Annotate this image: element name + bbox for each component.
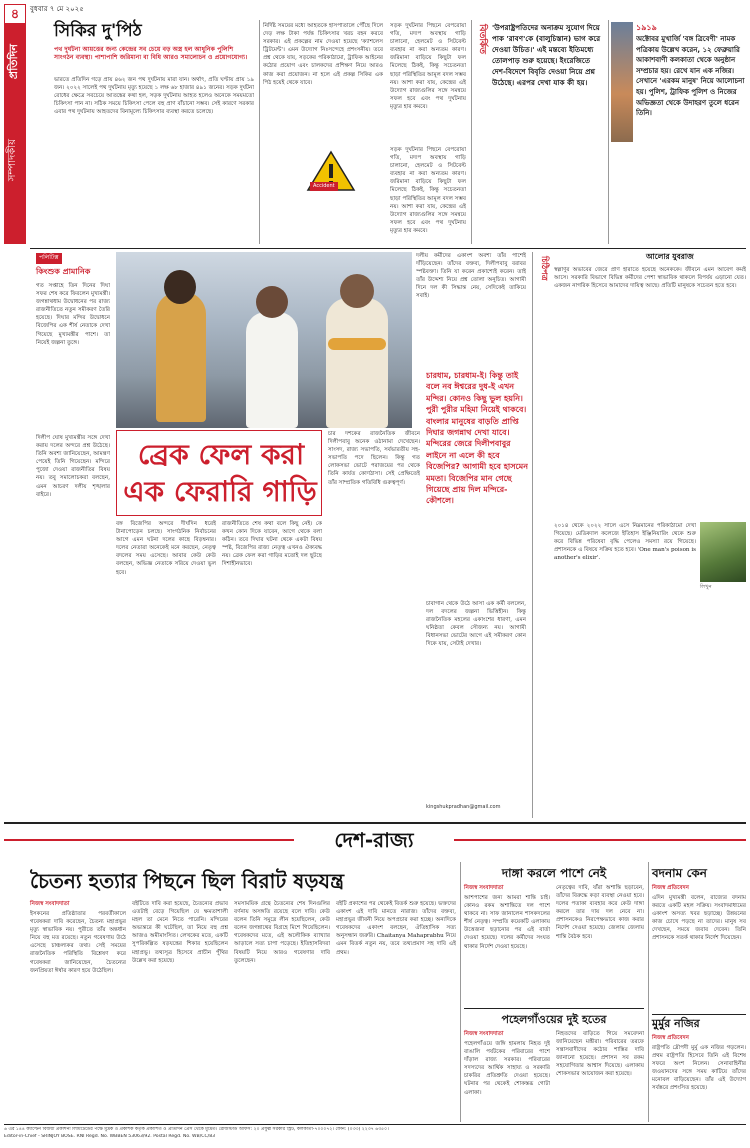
- letters-vertical-label: চিঠিপত্র: [540, 256, 549, 281]
- news2-col1: আশপাশের জন্য আমরা শান্তি চাই। কোনও রকম অশান্তিতে দল পাশে থাকবে না। সাফ জানালেন শাসকদলের শীর্ষ নেতৃত্ব। সম্প্রতি কয়েকটি এলাকায় উত্তেজনা ছড়ানোর পর এই বার্তা দেওয়া হয়েছে। দলের কর্মীদের সংযত থাকার নির্দেশ দেওয়া হয়েছে।: [464, 895, 550, 950]
- news2-byline: নিজস্ব সংবাদদাতা: [464, 885, 504, 891]
- feature-body-g: চাবাগান থেকে উঠে আসা এক কর্মী বললেন, দল বদলের জল্পনা ভিত্তিহীন। কিন্তু রাজনৈতিক মহলের একাংশের ধারণা, এমন ঘনিষ্ঠতা কেবল সৌজন্য নয়। আগামী বিধানসভা ভোটের আগে এই সমীকরণ কোন দিকে যায়, সেটাই দেখার।: [426, 601, 526, 648]
- letters-title: আলোর যুবরাজ: [646, 252, 694, 261]
- section-label-vertical: সম্পাদকীয়: [7, 139, 18, 182]
- news4-text: এদিন মুখ্যমন্ত্রী বলেন, রাজ্যের বদনাম করতে একটি মহল সক্রিয়। সংবাদমাধ্যমের একাংশ অসত্য খবর ছড়াচ্ছে। উন্নয়নের কাজ চোখে পড়ছে না তাদের। মানুষ সব দেখছেন, সময়ে জবাব দেবেন। তিনি প্রশাসনকে সতর্ক থাকার নির্দেশ দিয়েছেন।: [652, 895, 746, 942]
- news1-col4: বইটি প্রকাশের পর থেকেই বিতর্ক শুরু হয়েছে। ভক্তদের একাংশ এই দাবি মানতে নারাজ। তাঁদের বক্তব্য, মহাপ্রভুর জীবনী নিয়ে অপপ্রচার করা হচ্ছে। অন্যদিকে গবেষকদের একাংশ বলছেন, ঐতিহাসিক সত্য অনুসন্ধান জরুরি। Chaitanya Mahaprabhu নিয়ে এমন বিতর্ক নতুন নয়, তবে তথ্যপ্রমাণ সহ দাবি এই প্রথম।: [336, 901, 456, 956]
- right-top-photo: [611, 22, 633, 142]
- news2-headline: দাঙ্গা করলে পাশে নেই: [501, 866, 607, 880]
- masthead-sidebar: [4, 4, 26, 244]
- sidebar-vertical-label: বিতর্কিত: [477, 24, 487, 54]
- letters-text-a: স্বল্পাণুর অভাবের জেরে প্রাণ হারাতে হয়েছে অনেককে। জীবনে এমন আবেগ কমই আসে। সরকারি বিভাগে বিভিন্ন কর্মীদের পেশা স্বাভাবিক থাকলে বিপর্যয় এড়ানো যেত। একজন নাগরিক হিসেবে আমাদের দায়িত্ব আছে। প্রতিটি মানুষকে সচেতন হতে হবে।: [554, 267, 746, 290]
- imprint-line-2: Editor-in-Chief - SRINJOY BOSE. RNI Regd. No. WBBEN 53063/92. Postal Regd. No. WB/CC/83: [4, 1134, 216, 1139]
- sidebar-column-text: 'উপরাষ্ট্রপতিদের অনাক্রম সুযোগ দিয়ে পাক 'রাবণ'কে (বালুচিস্তান) ভাগ করে দেওয়া উচিত।' এই মন্তব্যে ইতিমধ্যে তোলপাড় শুরু হয়েছে। ইংরেজিতে দেশ-বিদেশে বিবৃতি দেওয়া নিয়ে প্রশ্ন উঠেছে। এরপর দেখা যাক কী হয়।: [492, 23, 601, 87]
- feature-headline-line1: ব্রেক ফেল করা: [137, 438, 305, 471]
- feature-label: পলিটিক্স: [36, 253, 62, 264]
- news1-col1: ইসকনের প্রতিষ্ঠাতার পরবর্তীকালে গবেষকরা দাবি করেছেন, চৈতন্য মহাপ্রভুর মৃত্যু স্বাভাবিক নয়। পুরীতে তাঁর অন্তর্ধান নিয়ে বহু মত রয়েছে। নতুন গবেষণায় উঠে এসেছে চাঞ্চল্যকর তথ্য। সেই সময়ের রাজনৈতিক পরিস্থিতি বিশ্লেষণ করে গবেষকরা জানিয়েছেন, চৈতন্যের জনপ্রিয়তা ঈর্ষার কারণ হয়ে উঠেছিল।: [30, 911, 126, 974]
- date-line: বুধবার ৭ মে ২০২৫: [30, 5, 84, 13]
- letters-photo-caption: লিখুন: [700, 584, 712, 590]
- feature-body-f: দলীয় কর্মীদের একাংশ অবশ্য তাঁর পাশেই দাঁড়িয়েছেন। তাঁদের বক্তব্য, দিলীপবাবু বরাবর স্পষ্টবক্তা। তিনি যা করেন প্রকাশ্যেই করেন। তাই তাঁর উদ্দেশ্য নিয়ে প্রশ্ন তোলা অনুচিত। আগামী দিনে দল কী সিদ্ধান্ত নেয়, সেদিকেই তাকিয়ে সবাই।: [416, 253, 526, 300]
- feature-email: kingshukpradhan@gmail.com: [426, 804, 501, 810]
- news4-headline: বদনাম কেন: [652, 866, 707, 880]
- editorial-column-2: নির্দিষ্ট সময়ের মধ্যে আহতকে হাসপাতালে পৌঁছে দিলে দেড় লক্ষ টাকা পর্যন্ত চিকিৎসার খরচ বহন করবে সরকার। এই প্রকল্পের নাম দেওয়া হয়েছে 'ক্যাশলেস ট্রিটমেন্ট'। এমন উদ্যোগ নিঃসন্দেহে প্রশংসনীয়। তবে প্রশ্ন থেকে যায়, সড়কের পরিকাঠামো, ট্রাফিক আইনের কঠোর প্রয়োগ এবং চালকদের প্রশিক্ষণ নিয়ে আরও কাজ করা প্রয়োজন। না হলে এই প্রকল্প সিকির এক পিঠ হয়েই থেকে যাবে।: [263, 23, 383, 86]
- news1-byline: নিজস্ব সংবাদদাতা: [30, 901, 70, 907]
- section-band: [4, 824, 746, 858]
- letters-photo: [700, 522, 746, 582]
- feature-body-b: দিলীপ ঘোষ মুখ্যমন্ত্রীর সঙ্গে দেখা করায় দলের অন্দরে প্রশ্ন উঠেছে। তিনি অবশ্য জানিয়েছেন, আমন্ত্রণ পেয়েই তিনি গিয়েছেন। মন্দিরে পুজো দেওয়া রাজনীতির বিষয় নয়। তবু সমালোচকরা বলছেন, এমন আচরণ দলীয় শৃঙ্খলার বাইরে।: [36, 435, 110, 498]
- editorial-column-3b: সড়ক দুর্ঘটনার পিছনে বেপরোয়া গতি, মদ্যপ অবস্থায় গাড়ি চালানো, হেলমেট ও সিটবেল্ট ব্যবহার না করা অন্যতম কারণ। জরিমানা বাড়িয়ে কিছুটা ফল মিলেছে ঠিকই, কিন্তু সচেতনতা ছাড়া পরিস্থিতির আমূল বদল সম্ভব নয়। আশা করা যায়, কেন্দ্রের এই উদ্যোগ রাজ্যগুলির সঙ্গে সমন্বয়ে সফল হবে এবং পথ দুর্ঘটনায় মৃত্যুর হার কমবে।: [390, 147, 466, 234]
- feature-body-c: বঙ্গ বিজেপির অন্দরে দীর্ঘদিন ধরেই টানাপোড়েন চলছে। সাংগঠনিক নির্বাচনের আগে এমন ঘটনা দলের কাছে বিড়ম্বনার। দলের নেতারা অনেকেই মনে করছেন, নেতৃত্ব বদলের সময় এসেছে। আবার কেউ কেউ বলছেন, অভিজ্ঞ নেতাকে সরিয়ে দেওয়া ভুল হবে।: [116, 521, 216, 576]
- feature-pull-quote: চারধাম, চারধাম-ই। কিন্তু তাই বলে নব ঈশ্বরের দুধ-ই এখন মন্দির। কোনও কিছু ভুল হয়নি। পুরী পুরীর মহিমা নিয়েই থাকবে। বাংলার মানুষের বাড়তি প্রাপ্তি দিঘার জগন্নাথ দেখা যাবে। মন্দিরের জেরে দিলীপবাবুর লাইনে না এলে কী হবে বিজেপির? আগামী হবে হাসমেন মমতা। বিজেপির মান গেছে গিয়েছে প্রায় দিল মন্দিরে-কৌশলে।: [426, 371, 528, 506]
- news5-byline: নিজস্ব প্রতিবেদন: [652, 1035, 689, 1041]
- news3-headline: পহেলগাঁওয়ের দুই হতের: [501, 1013, 607, 1026]
- column-divider: [259, 20, 260, 244]
- accident-illustration: [306, 150, 356, 194]
- accident-tag: Accident: [310, 182, 338, 191]
- news3-byline: নিজস্ব সংবাদদাতা: [464, 1031, 504, 1037]
- news2-col2: নেতৃত্বের দাবি, যাঁরা অশান্তি ছড়াবেন, তাঁদের বিরুদ্ধে কড়া ব্যবস্থা নেওয়া হবে। দলের পতাকা ব্যবহার করে কেউ দাঙ্গা করলে তার দায় দল নেবে না। প্রশাসনকেও নিরপেক্ষভাবে কাজ করার নির্দেশ দেওয়া হয়েছে। জেলায় জেলায় শান্তি বৈঠক হবে।: [556, 885, 644, 940]
- letters-text-b: ২০১৪ থেকে ২০২২ সালে এসে নিম্নমানের পরিকাঠামো দেখা গিয়েছে। মেডিক্যাল কলেজে ইতিহাস ইঞ্জিনিয়ারিং থেকে শুরু করে বিভিন্ন পরিষেবা বৃদ্ধি পেলেও সমস্যা রয়ে গিয়েছে। প্রশাসনকে এ বিষয়ে সক্রিয় হতে হবে। 'One man's poison is another's elixir'.: [554, 523, 696, 562]
- imprint-footer: [4, 1124, 746, 1146]
- feature-author: কিংশুক প্রামানিক: [36, 267, 91, 276]
- news1-col3: সমসাময়িক গ্রন্থে চৈতন্যের শেষ দিনগুলির বর্ণনায় অসঙ্গতি রয়েছে বলে দাবি। কেউ বলেন তিনি সমুদ্রে লীন হয়েছিলেন, কেউ বলেন জগন্নাথের বিগ্রহে মিশে গিয়েছিলেন। গবেষকদের মতে, এই অলৌকিক ব্যাখ্যার আড়ালে সত্য চাপা পড়েছে। ইতিহাসবিদরা বিষয়টি নিয়ে আরও গবেষণার দাবি তুলেছেন।: [234, 901, 330, 964]
- feature-photo: [116, 252, 412, 428]
- news1-col2: বইটিতে দাবি করা হয়েছে, চৈতন্যের প্রভাব এতটাই বেড়ে গিয়েছিল যে ক্ষমতাশালী মহল তা মেনে নিতে পারেনি। মন্দিরের অভ্যন্তরে কী ঘটেছিল, তা নিয়ে বহু প্রশ্ন আজও অমীমাংসিত। লেখকের মতে, একটি সুপরিকল্পিত ষড়যন্ত্রের শিকার হয়েছিলেন মহাপ্রভু। তথ্যসূত্র হিসেবে প্রাচীন পুঁথির উল্লেখ করা হয়েছে।: [132, 901, 228, 964]
- editorial-deck: পথ দুর্ঘটনা আয়ত্তের জন্য কেন্দ্রের সব চেয়ে বড় অস্ত্র হল আধুনিক পুলিশি সাংগঠন ব্যবস্থা। পাশাপাশি জরিমানা বা বিধি আরও সমালোচন ও প্রয়োগযোগ্য।: [54, 46, 248, 62]
- news1-headline: চৈতন্য হত্যার পিছনে ছিল বিরাট ষড়যন্ত্র: [30, 869, 344, 893]
- feature-headline-line2: এক ফেরারি গাড়ি: [123, 475, 317, 508]
- year-tag: ১৯১৯: [636, 23, 657, 32]
- news3-col1: পহেলগাঁওয়ে জঙ্গি হামলায় নিহত দুই বাঙালি পর্যটকের পরিবারের পাশে দাঁড়াল রাজ্য সরকার। পরিবারের সদস্যদের আর্থিক সাহায্য ও সরকারি চাকরির প্রতিশ্রুতি দেওয়া হয়েছে। ঘটনার পর থেকেই শোকস্তব্ধ গোটা এলাকা।: [464, 1041, 550, 1096]
- news5-headline: মুর্মুর নজির: [652, 1017, 700, 1030]
- feature-body-d: রাজনীতিতে শেষ কথা বলে কিছু নেই। কে কখন কোন দিকে যাবেন, আগে থেকে বলা কঠিন। তবে দিঘার ঘটনা থেকে একটা বিষয় স্পষ্ট, বিজেপির রাজ্য নেতৃত্ব এখনও ঐক্যবদ্ধ নয়। ব্রেক ফেল করা গাড়ির মতোই দল ছুটছে দিশাহীনভাবে।: [222, 521, 322, 568]
- feature-headline-box: [116, 430, 322, 516]
- news5-text: রাষ্ট্রপতি দ্রৌপদী মুর্মু এক নজির গড়লেন। প্রথম রাষ্ট্রপতি হিসেবে তিনি এই বিশেষ সফরে অংশ নিলেন। সেনাবাহিনীর জওয়ানদের সঙ্গে সময় কাটিয়ে তাঁদের মনোবল বাড়িয়েছেন। তাঁর এই উদ্যোগ সর্বস্তরে প্রশংসিত হয়েছে।: [652, 1045, 746, 1092]
- right-top-text: অক্টোবর মুখার্জি 'বঙ্গ ত্রিবেণী' নামক পত্রিকায় উল্লেখ করেন, ১২ ফেব্রুয়ারি আকাশবাণী কলকাতা থেকে অনুষ্ঠান সম্প্রচার হয়। রেখে যান এক নজির। সেখানে 'এরকম মানুষ' নিয়ে আলোচনা হয়। পুলিশ, ট্রাফিক পুলিশ ও নিজের অভিজ্ঞতা থেকে উদাহরণ তুলে ধরেন তিনি।: [636, 35, 745, 118]
- news3-col2: নিহতদের বাড়িতে গিয়ে সমবেদনা জানিয়েছেন মন্ত্রীরা। পরিবারের তরফে সন্ত্রাসবাদীদের কঠোর শাস্তির দাবি জানানো হয়েছে। প্রশাসন সব রকম সহযোগিতার আশ্বাস দিয়েছে। এলাকায় শোকসভার আয়োজন করা হয়েছে।: [556, 1031, 644, 1078]
- imprint-line-1: ৬ এর ১৪৪ ক্যাপ্টেন বিজয়ী প্রকাশনী লিমিটেডের পক্ষে মুদ্রক ও প্রকাশক কর্তৃক প্রকাশিত ও প্রতিদিন প্রেস থেকে মুদ্রিত। রেজিস্টার্ড অফিস: ২০ প্রফুল্ল সরকার স্ট্রিট, কলকাতা-৭০০০৭২। ফোন: (০৩৩) ২২৩৭ ৬৩৫০।: [4, 1127, 389, 1132]
- page-number: ৪: [4, 4, 26, 24]
- feature-body-a: গত সপ্তাহে তিন দিনের দিঘা সফর শেষ করে ফিরলেন মুখ্যমন্ত্রী। জগন্নাথধাম উদ্বোধনের পর রাজ্য রাজনীতিতে নতুন সমীকরণ তৈরি হয়েছে। দিঘার মন্দির উদ্বোধনে বিজেপির এক শীর্ষ নেতাকে দেখা গিয়েছে মুখ্যমন্ত্রীর পাশে। তা নিয়েই জল্পনা তুঙ্গে।: [36, 283, 110, 346]
- section-band-title: দেশ-রাজ্য: [294, 826, 454, 854]
- feature-body-e: চার দশকের রাজনৈতিক জীবনে দিলীপবাবু অনেক ওঠানামা দেখেছেন। সাংসদ, রাজ্য সভাপতি, সর্বভারতীয় সহ-সভাপতি পদে ছিলেন। কিন্তু গত লোকসভা ভোটে পরাজয়ের পর থেকে তিনি কার্যত কোণঠাসা। সেই প্রেক্ষিতেই তাঁর সাম্প্রতিক গতিবিধি গুরুত্বপূর্ণ।: [328, 431, 420, 486]
- news4-byline: নিজস্ব প্রতিবেদন: [652, 885, 689, 891]
- editorial-title: সিকির দু'পিঠ: [54, 21, 142, 41]
- editorial-column-3: সড়ক দুর্ঘটনার পিছনে বেপরোয়া গতি, মদ্যপ অবস্থায় গাড়ি চালানো, হেলমেট ও সিটবেল্ট ব্যবহার না করা অন্যতম কারণ। জরিমানা বাড়িয়ে কিছুটা ফল মিলেছে ঠিকই, কিন্তু সচেতনতা ছাড়া পরিস্থিতির আমূল বদল সম্ভব নয়। আশা করা যায়, কেন্দ্রের এই উদ্যোগ রাজ্যগুলির সঙ্গে সমন্বয়ে সফল হবে এবং পথ দুর্ঘটনায় মৃত্যুর হার কমবে।: [390, 23, 466, 110]
- editorial-column-1: ভারতে প্রতিদিন গড়ে প্রায় ৪৬২ জন পথ দুর্ঘটনায় মারা যান। অর্থাৎ, প্রতি ঘণ্টায় প্রায় ১৯ জন। ২০২২ সালেই পথ দুর্ঘটনায় মৃত্যু হয়েছে ১ লক্ষ ৬৮ হাজার ৪৯১ জনের। সড়ক দুর্ঘটনা রোধের ক্ষেত্রে সবচেয়ে আতঙ্কের কথা হল, সড়ক দুর্ঘটনায় আহত হলেও অনেকে সময়মতো চিকিৎসা পান না। সঠিক সময়ে চিকিৎসা পেলে বহু প্রাণ বাঁচানো সম্ভব। সেই কারণে সরকার এবার পথ দুর্ঘটনায় আহতদের বিনামূল্যে চিকিৎসার ব্যবস্থা করতে চলেছে।: [54, 77, 254, 116]
- newspaper-logo: প্রতিদিন: [7, 44, 20, 80]
